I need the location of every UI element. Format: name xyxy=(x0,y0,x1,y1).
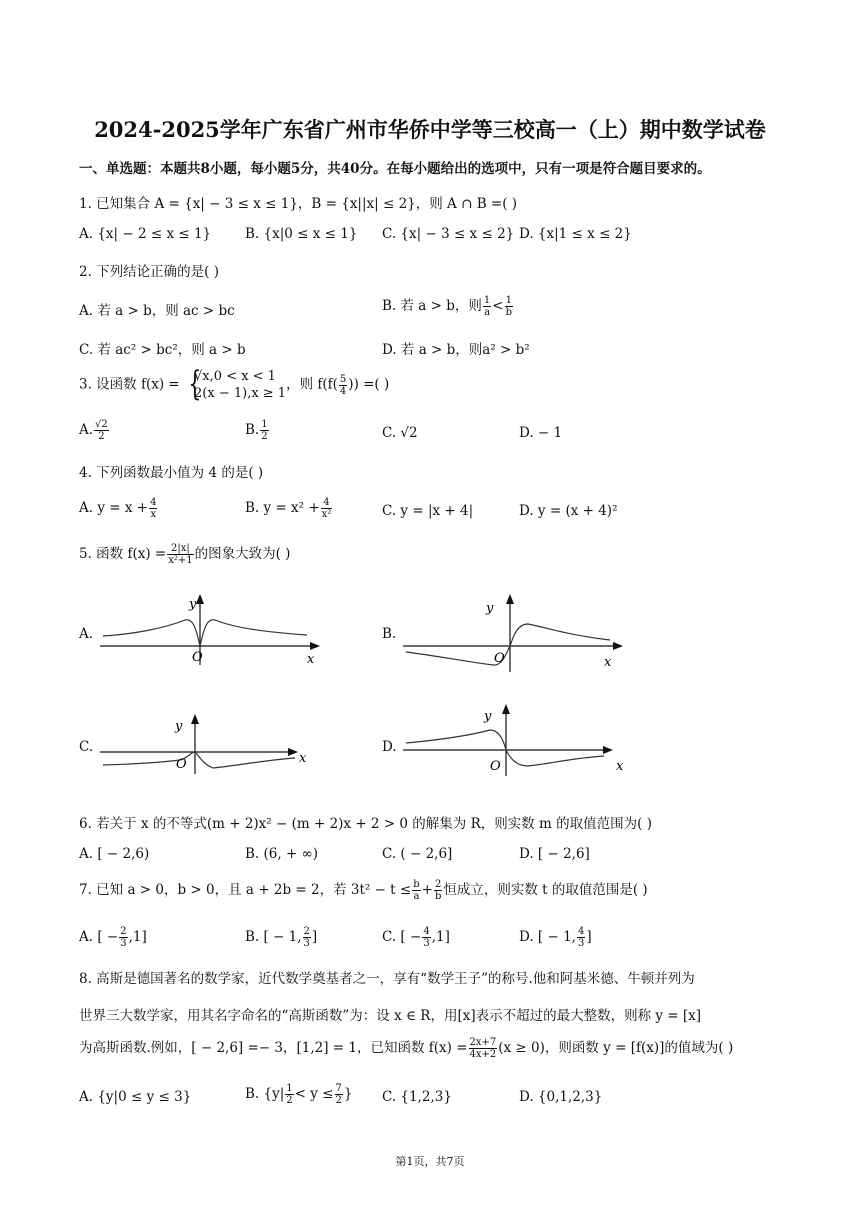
q1-option-a: A. {x| − 2 ≤ x ≤ 1} xyxy=(79,226,212,242)
axis-label-y: y xyxy=(189,597,197,612)
q5-stem xyxy=(79,542,290,566)
q3-stem-suffix: ，则 f(f( xyxy=(286,376,338,393)
section-heading: 一、单选题：本题共8小题，每小题5分，共40分。在每小题给出的选项中，只有一项是符合题目要求的。 xyxy=(79,161,711,177)
q2-option-c: C. 若 ac² > bc²，则 a > b xyxy=(79,342,246,358)
q3-option-a xyxy=(79,419,110,442)
fraction xyxy=(321,497,333,520)
curve xyxy=(103,752,295,768)
q8-line-3 xyxy=(79,1036,733,1060)
frac-den: 4 xyxy=(339,385,347,397)
q7-stem xyxy=(79,878,648,902)
q1-stem: 1. 已知集合 A = {x| − 3 ≤ x ≤ 1}，B = {x||x| ≤ 2}，则 A ∩ B =( ) xyxy=(79,196,518,212)
frac-num: 2x+7 xyxy=(469,1037,497,1048)
q2-option-a: A. 若 a > b，则 ac > bc xyxy=(79,303,235,319)
q4-option-c: C. y = |x + 4| xyxy=(382,503,474,519)
page-title: 2024-2025学年广东省广州市华侨中学等三校高一（上）期中数学试卷 xyxy=(94,117,766,142)
opt-prefix: A. xyxy=(79,422,94,438)
axis-label-x: x xyxy=(616,759,624,774)
fraction xyxy=(577,926,585,949)
origin-label: O xyxy=(192,650,203,665)
frac-den: x² xyxy=(321,509,332,520)
lt-sign: < xyxy=(492,298,504,314)
opt-prefix: C. [ − xyxy=(382,929,422,945)
frac-den: b xyxy=(434,891,442,902)
opt-suffix: ,1] xyxy=(128,929,147,945)
arrow-icon xyxy=(288,748,298,756)
q5-graph-d xyxy=(398,700,634,780)
arrow-icon xyxy=(191,714,199,724)
q5-stem-prefix: 5. 函数 f(x) = xyxy=(79,546,167,562)
q3-stem-end: )) =( ) xyxy=(348,376,390,393)
q3-option-c: C. √2 xyxy=(382,425,418,441)
q8-line-1: 8. 高斯是德国著名的数学家，近代数学奠基者之一，享有“数学王子”的称号.他和阿基米德、牛顿并列为 xyxy=(79,971,695,987)
fraction xyxy=(505,295,513,318)
q5-graph-b xyxy=(398,588,628,674)
opt-prefix: A. [ − xyxy=(79,929,119,945)
arrow-icon xyxy=(613,642,623,650)
q7-option-a xyxy=(79,926,147,949)
frac-num: 1 xyxy=(505,295,512,306)
fraction xyxy=(339,374,347,397)
fraction xyxy=(94,419,109,442)
frac-num: 2 xyxy=(434,879,442,890)
q5-label-d: D. xyxy=(382,739,397,755)
opt-suffix: } xyxy=(343,1086,353,1102)
opt-prefix: B. y = x² + xyxy=(245,500,320,516)
frac-den: 2 xyxy=(335,1095,342,1106)
q8-line-2: 世界三大数学家，用其名字命名的“高斯函数”为：设 x ∈ R，用[x]表示不超过的最大整数，则称 y = [x] xyxy=(79,1008,702,1024)
q3-option-d: D. − 1 xyxy=(519,425,563,441)
frac-num: 4 xyxy=(423,926,430,937)
arrow-icon xyxy=(196,594,204,604)
curve xyxy=(406,624,610,665)
axis-label-x: x xyxy=(299,751,307,766)
frac-den: 2 xyxy=(98,431,105,442)
q1-option-c: C. {x| − 3 ≤ x ≤ 2} xyxy=(382,226,515,242)
q7-stem-prefix: 7. 已知 a > 0，b > 0，且 a + 2b = 2，若 3t² − t ≤ xyxy=(79,882,412,898)
frac-num: 4 xyxy=(577,926,585,937)
curve xyxy=(406,730,604,766)
q8-option-a: A. {y|0 ≤ y ≤ 3} xyxy=(79,1089,192,1105)
origin-label: O xyxy=(494,651,505,666)
fraction xyxy=(285,1083,293,1106)
frac-num: 4 xyxy=(321,497,333,509)
opt-prefix: B. [ − 1, xyxy=(245,929,302,945)
frac-num: b xyxy=(413,879,420,890)
fraction xyxy=(119,926,127,949)
frac-den: b xyxy=(505,307,512,318)
q7-option-c xyxy=(382,926,450,949)
frac-num: 5 xyxy=(339,373,347,385)
fraction xyxy=(483,295,491,318)
opt-suffix: ] xyxy=(311,929,318,945)
q2-option-d: D. 若 a > b，则a² > b² xyxy=(382,342,530,358)
q7-option-b xyxy=(245,926,317,949)
q5-graph-a xyxy=(95,590,325,670)
arrow-icon xyxy=(506,594,514,604)
opt-suffix: ] xyxy=(586,929,592,945)
axis-label-y: y xyxy=(175,719,183,734)
fraction xyxy=(260,419,268,442)
q6-option-d: D. [ − 2,6] xyxy=(519,846,590,862)
frac-num: 1 xyxy=(286,1083,293,1094)
q8-option-b xyxy=(245,1083,352,1106)
q3-option-b xyxy=(245,419,270,442)
frac-den: 3 xyxy=(120,938,127,949)
q7-stem-suffix: 恒成立，则实数 t 的取值范围是( ) xyxy=(443,882,648,898)
q2-option-b-text: B. 若 a > b，则 xyxy=(382,298,482,314)
frac-num: 2 xyxy=(303,926,310,937)
q8-line-3-suffix: (x ≥ 0)，则函数 y = [f(x)]的值域为( ) xyxy=(498,1040,734,1056)
axis-label-x: x xyxy=(604,655,612,670)
curve xyxy=(103,620,307,646)
q2-stem: 2. 下列结论正确的是( ) xyxy=(79,264,219,280)
fraction xyxy=(149,497,157,520)
q4-option-a xyxy=(79,497,158,520)
q7-option-d xyxy=(519,926,592,949)
q2-option-b xyxy=(382,294,514,318)
q5-stem-suffix: 的图象大致为( ) xyxy=(194,546,291,562)
origin-label: O xyxy=(176,757,187,772)
q4-option-d: D. y = (x + 4)² xyxy=(519,503,618,519)
piecewise xyxy=(184,364,287,404)
arrow-icon xyxy=(310,642,320,650)
piece-row-2: 2(x − 1),x ≥ 1 xyxy=(194,386,287,401)
frac-den: x xyxy=(150,509,157,520)
opt-prefix: A. y = x + xyxy=(79,500,149,516)
q4-option-b xyxy=(245,497,333,520)
fraction xyxy=(412,879,420,902)
opt-prefix: B. {y| xyxy=(245,1086,285,1102)
frac-num: 4 xyxy=(150,497,157,508)
fraction xyxy=(167,543,193,566)
q5-label-a: A. xyxy=(79,626,94,642)
q8-option-d: D. {0,1,2,3} xyxy=(519,1089,603,1105)
frac-num: 2 xyxy=(120,926,127,937)
q4-stem: 4. 下列函数最小值为 4 的是( ) xyxy=(79,465,264,481)
opt-mid: < y ≤ xyxy=(294,1086,334,1102)
brace: { xyxy=(188,364,202,404)
q1-option-b: B. {x|0 ≤ x ≤ 1} xyxy=(245,226,358,242)
q6-stem: 6. 若关于 x 的不等式(m + 2)x² − (m + 2)x + 2 > 0 的解集为 R，则实数 m 的取值范围为( ) xyxy=(79,816,652,832)
page-footer: 第1页，共7页 xyxy=(395,1155,465,1168)
q5-graph-c xyxy=(95,710,325,786)
frac-den: 3 xyxy=(577,938,585,949)
plus-sign: + xyxy=(421,882,433,898)
frac-den: 3 xyxy=(303,938,310,949)
q8-line-3-prefix: 为高斯函数.例如，[ − 2,6] =− 3，[1,2] = 1，已知函数 f(x) = xyxy=(79,1040,468,1056)
frac-den: x²+1 xyxy=(168,555,193,566)
axis-label-y: y xyxy=(486,601,494,616)
frac-den: 2 xyxy=(261,431,268,442)
fraction xyxy=(303,926,311,949)
frac-num: 2|x| xyxy=(167,543,193,555)
frac-num: 1 xyxy=(483,295,491,306)
frac-den: a xyxy=(413,891,420,902)
fraction xyxy=(469,1037,498,1060)
q8-option-c: C. {1,2,3} xyxy=(382,1089,452,1105)
q6-option-c: C. ( − 2,6] xyxy=(382,846,453,862)
frac-den: 3 xyxy=(423,938,430,949)
opt-prefix: B. xyxy=(245,422,260,438)
axis-label-y: y xyxy=(484,709,492,724)
frac-den: 4x+2 xyxy=(469,1049,497,1060)
q6-option-b: B. (6, + ∞) xyxy=(245,846,319,862)
q1-option-d: D. {x|1 ≤ x ≤ 2} xyxy=(519,226,632,242)
opt-prefix: D. [ − 1, xyxy=(519,929,576,945)
frac-num: 1 xyxy=(261,419,268,430)
opt-suffix: ,1] xyxy=(431,929,450,945)
q6-option-a: A. [ − 2,6) xyxy=(79,846,150,862)
piece-row-1: √x,0 < x < 1 xyxy=(194,369,276,384)
origin-label: O xyxy=(490,759,501,774)
fraction xyxy=(422,926,430,949)
frac-num: √2 xyxy=(95,419,108,430)
arrow-icon xyxy=(502,704,510,714)
q3-stem-prefix: 3. 设函数 f(x) = xyxy=(79,376,180,393)
arrow-icon xyxy=(603,746,613,754)
q3-stem xyxy=(79,364,390,404)
axis-label-x: x xyxy=(307,652,315,667)
frac-num: 7 xyxy=(335,1083,342,1094)
fraction xyxy=(335,1083,343,1106)
frac-den: 2 xyxy=(286,1095,293,1106)
fraction xyxy=(434,879,442,902)
q5-label-c: C. xyxy=(79,739,94,755)
q5-label-b: B. xyxy=(382,626,397,642)
frac-den: a xyxy=(484,307,491,318)
